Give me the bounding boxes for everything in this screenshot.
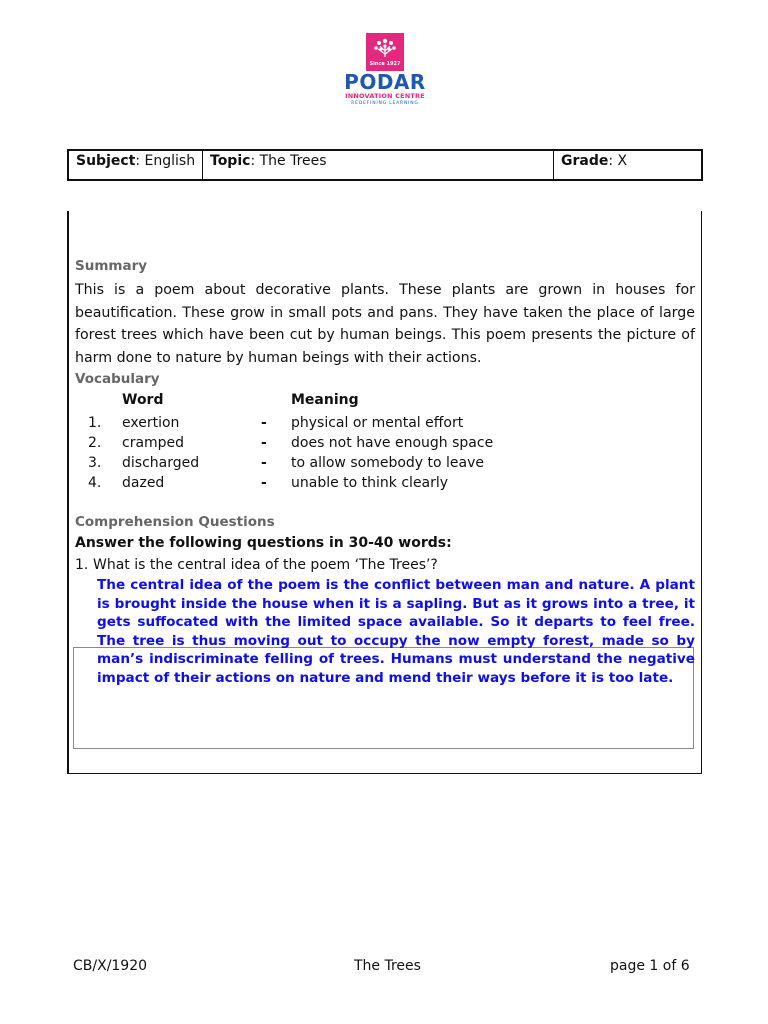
comprehension-heading: Comprehension Questions xyxy=(75,514,275,530)
topic-cell xyxy=(203,151,554,179)
grade-label: Grade xyxy=(561,153,609,169)
vocab-dash: - xyxy=(261,435,267,451)
logo-since-text: Since 1927 xyxy=(369,61,401,67)
footer-page-number: page 1 of 6 xyxy=(610,958,690,974)
subject-value: : English xyxy=(135,153,196,169)
vocab-word: cramped xyxy=(122,435,185,451)
vocab-word-header: Word xyxy=(122,392,164,408)
vocab-num: 3. xyxy=(88,455,102,471)
logo-subtitle: INNOVATION CENTRE xyxy=(345,92,425,100)
vocabulary-heading: Vocabulary xyxy=(75,371,160,387)
vocab-meaning: physical or mental effort xyxy=(291,415,464,431)
grade-value: : X xyxy=(608,153,628,169)
vocab-meaning: unable to think clearly xyxy=(291,475,449,491)
vocab-word: dazed xyxy=(122,475,165,491)
topic-value: : The Trees xyxy=(250,153,327,169)
vocab-meaning: does not have enough space xyxy=(291,435,494,451)
logo-tagline: REDEFINING LEARNING xyxy=(351,101,419,106)
header-table xyxy=(67,149,703,181)
vocab-num: 1. xyxy=(88,415,102,431)
vocab-row xyxy=(0,455,768,475)
question-number: 1. xyxy=(75,557,89,573)
question-text: What is the central idea of the poem ‘The Trees’? xyxy=(93,557,438,573)
summary-heading: Summary xyxy=(75,258,148,274)
vocab-row xyxy=(0,475,768,495)
comprehension-instruction: Answer the following questions in 30-40 words: xyxy=(75,535,452,551)
vocab-row xyxy=(0,415,768,435)
vocab-dash: - xyxy=(261,415,267,431)
summary-text: This is a poem about decorative plants. These plants are grown in houses for beautification. These grow in small pots and pans. They have taken the place of large forest trees which have been cut by human beings. This poem presents the picture of harm done to nature by human beings with their actions. xyxy=(75,282,695,366)
subject-cell xyxy=(69,151,203,179)
answer-text: The central idea of the poem is the conflict between man and nature. A plant is brought inside the house when it is a sapling. But as it grows into a tree, it gets suffocated with the limited space available. So it departs to feel free. The tree is thus moving out to occupy the now empty forest, made so by man’s indiscriminate felling of trees. Humans must understand the negative impact of their actions on nature and mend their ways before it is too late. xyxy=(97,577,695,686)
grade-cell xyxy=(554,151,701,179)
vocab-meaning-header: Meaning xyxy=(291,392,359,408)
logo-name: PODAR xyxy=(344,70,426,94)
vocab-num: 2. xyxy=(88,435,102,451)
vocab-num: 4. xyxy=(88,475,102,491)
footer-code: CB/X/1920 xyxy=(73,958,148,974)
footer-title: The Trees xyxy=(354,958,421,974)
vocab-dash: - xyxy=(261,455,267,471)
vocab-meaning: to allow somebody to leave xyxy=(291,455,484,471)
vocab-word: exertion xyxy=(122,415,180,431)
vocab-dash: - xyxy=(261,475,267,491)
topic-label: Topic xyxy=(210,153,251,169)
vocab-row xyxy=(0,435,768,455)
frame-bottom-border xyxy=(67,773,702,774)
subject-label: Subject xyxy=(76,153,136,169)
vocab-word: discharged xyxy=(122,455,200,471)
